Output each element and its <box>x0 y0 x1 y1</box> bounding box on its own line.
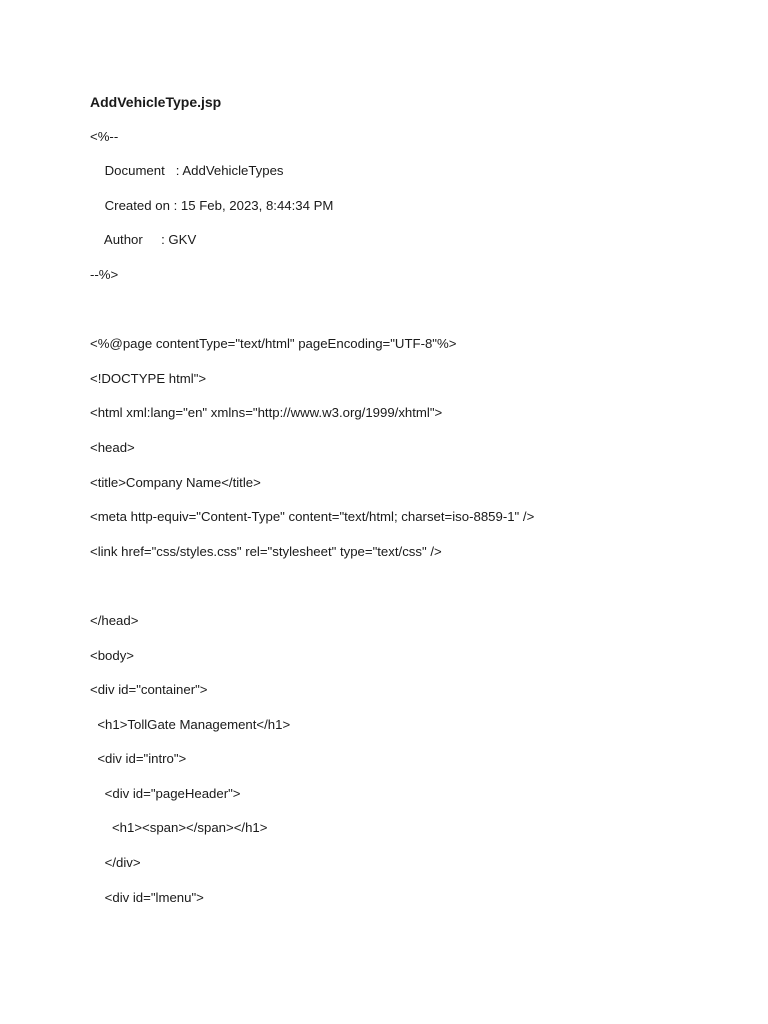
code-line: <title>Company Name</title> <box>90 474 261 490</box>
code-line: --%> <box>90 266 119 282</box>
code-line: <link href="css/styles.css" rel="stylesheet" type="text/css" /> <box>90 543 442 559</box>
code-line: Document : AddVehicleTypes <box>90 163 284 179</box>
code-line: <head> <box>90 439 135 455</box>
code-line: <!DOCTYPE html"> <box>90 370 207 386</box>
code-line: <div id="intro"> <box>90 751 187 767</box>
code-line: <div id="pageHeader"> <box>90 785 241 801</box>
code-line: <h1><span></span></h1> <box>90 820 268 836</box>
blank-line <box>90 297 730 332</box>
code-line: <%@page contentType="text/html" pageEncoding="UTF-8"%> <box>90 336 457 352</box>
blank-line <box>90 573 730 608</box>
code-line: <html xml:lang="en" xmlns="http://www.w3.org/1999/xhtml"> <box>90 405 443 421</box>
code-line: </div> <box>90 855 141 871</box>
code-line: <body> <box>90 647 134 663</box>
code-line: <%-- <box>90 128 119 144</box>
code-line: <div id="container"> <box>90 682 208 698</box>
code-line: <meta http-equiv="Content-Type" content="text/html; charset=iso-8859-1" /> <box>90 509 535 525</box>
code-line: Author : GKV <box>90 232 197 248</box>
code-line: </head> <box>90 612 139 628</box>
document-title: AddVehicleType.jsp <box>90 94 222 110</box>
code-line: <h1>TollGate Management</h1> <box>90 716 291 732</box>
document-page <box>90 89 730 919</box>
code-line: <div id="lmenu"> <box>90 889 204 905</box>
code-line: Created on : 15 Feb, 2023, 8:44:34 PM <box>90 197 334 213</box>
